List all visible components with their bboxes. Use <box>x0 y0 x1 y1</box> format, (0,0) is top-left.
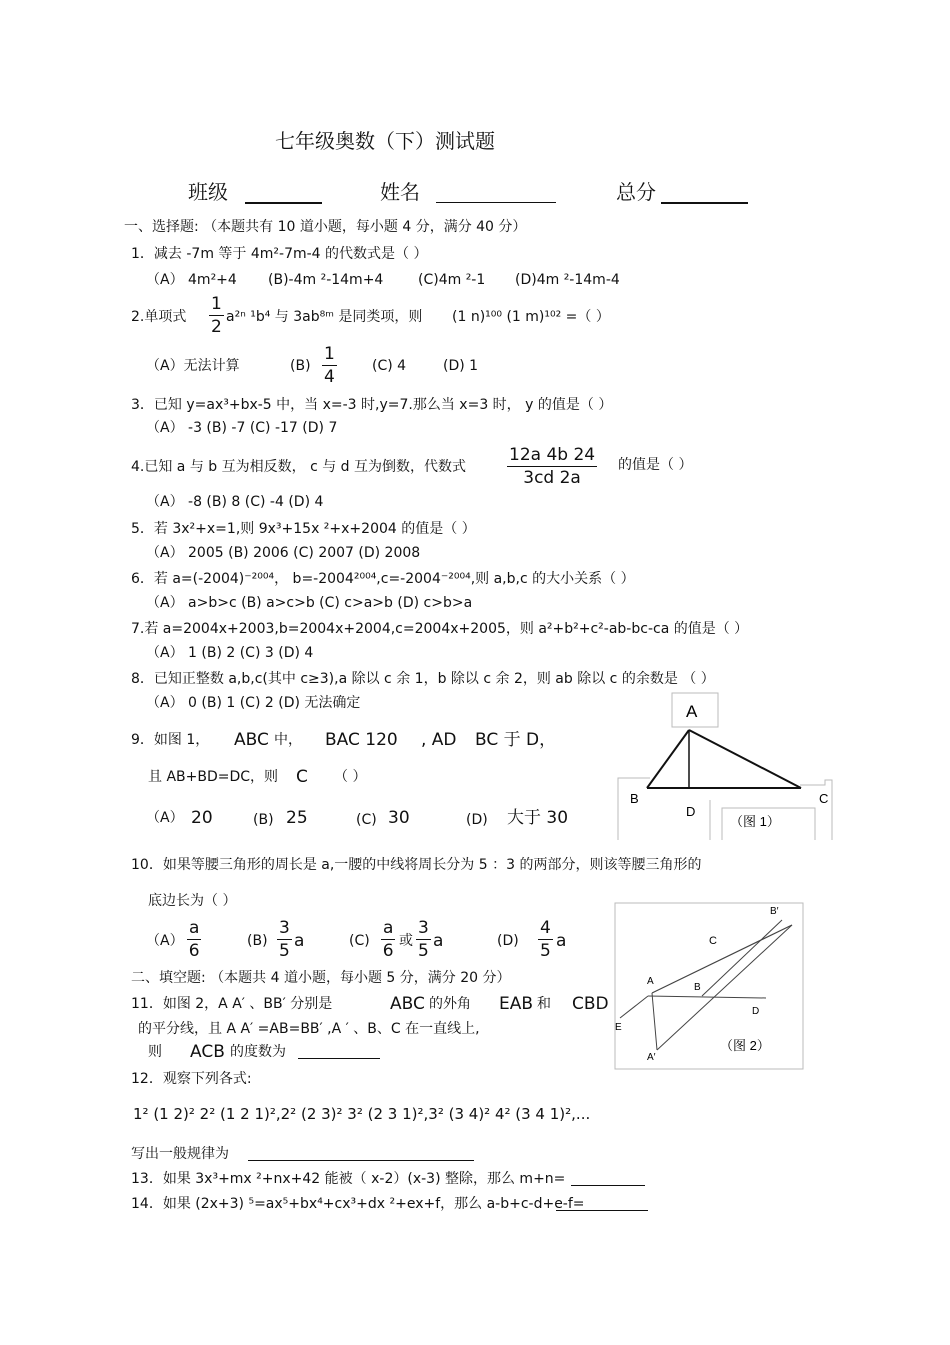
q2-fraction-numerator: 1 <box>211 294 222 314</box>
q1-stem: 1．减去 -7m 等于 4m²-7m-4 的代数式是（ ） <box>131 246 428 262</box>
q9-option-a-value: 20 <box>191 808 213 828</box>
q4-fraction-denominator: 3cd 2a <box>523 468 581 488</box>
q2-option-b-denominator: 4 <box>324 367 335 387</box>
q10-option-c-or: 或 <box>399 933 413 949</box>
q10-b-numerator: 3 <box>279 918 290 938</box>
q2-fraction-denominator: 2 <box>211 317 222 337</box>
q10-line1: 10．如果等腰三角形的周长是 a,一腰的中线将周长分为 5 ：3 的两部分，则该等腰三角形的 <box>131 857 702 873</box>
q9-ad: , AD <box>421 730 457 750</box>
q3-stem: 3．已知 y=ax³+bx-5 中，当 x=-3 时,y=7.那么当 x=3 时， y 的值是（ ） <box>131 397 613 413</box>
q2-option-d: (D) 1 <box>443 358 479 374</box>
q13-stem: 13．如果 3x³+mx ²+nx+42 能被（ x-2）(x-3) 整除，那么 m+n= <box>131 1171 566 1187</box>
q12-rule-label: 写出一般规律为 <box>131 1146 229 1162</box>
q5-options: （A） 2005 (B) 2006 (C) 2007 (D) 2008 <box>146 545 421 561</box>
q2-tail: (1 n)¹⁰⁰ (1 m)¹⁰² =（ ） <box>452 309 610 325</box>
class-label: 班级 <box>188 180 228 204</box>
q10-option-d-tail: a <box>556 931 567 951</box>
q4-prefix: 4.已知 a 与 b 互为相反数， c 与 d 互为倒数，代数式 <box>131 459 467 475</box>
q12-stem: 12．观察下列各式: <box>131 1071 252 1087</box>
q10-c-numerator-1: a <box>383 918 394 938</box>
q10-c-denominator-1: 6 <box>382 941 394 961</box>
q6-options: （A） a>b>c (B) a>c>b (C) c>a>b (D) c>b>a <box>146 595 473 611</box>
fig1-label-a: A <box>686 702 698 721</box>
q9-option-a: （A） <box>146 810 184 826</box>
score-label: 总分 <box>616 180 656 204</box>
q9-option-d: (D) <box>466 812 488 828</box>
line-a2-to-b2 <box>657 925 792 1050</box>
q10-option-a-fraction <box>187 920 201 960</box>
q7-stem: 7.若 a=2004x+2003,b=2004x+2004,c=2004x+2005，则 a²+b²+c²-ab-bc-ca 的值是（ ） <box>131 621 749 637</box>
fig2-label-b2: B′ <box>770 906 779 917</box>
name-blank[interactable] <box>436 184 556 203</box>
q12-answer-blank[interactable] <box>248 1146 474 1161</box>
q4-fraction <box>507 447 597 487</box>
q11-abc: ABC <box>390 994 425 1014</box>
q11-he: 和 <box>537 996 551 1012</box>
q2-option-b-numerator: 1 <box>324 344 335 364</box>
q9-paren: （ ） <box>334 769 367 785</box>
q10-option-d: (D) <box>497 933 519 949</box>
q10-option-c: (C) <box>349 933 370 949</box>
q9-option-b-value: 25 <box>286 808 308 828</box>
score-blank[interactable] <box>661 184 748 204</box>
q1-option-a: （A） 4m²+4 <box>146 272 237 288</box>
q10-c-denominator-2: 5 <box>418 941 429 961</box>
q11-line3b: 的度数为 <box>230 1044 286 1060</box>
q11-line1b: 的外角 <box>429 996 471 1012</box>
q8-stem: 8．已知正整数 a,b,c(其中 c≥3),a 除以 c 余 1，b 除以 c 余 2，则 ab 除以 c 的余数是 （ ） <box>131 671 715 687</box>
q11-line3a: 则 <box>148 1044 162 1060</box>
q10-option-b-tail: a <box>294 931 305 951</box>
q2-option-c: (C) 4 <box>372 358 407 374</box>
line-b-b2 <box>702 920 782 996</box>
q11-eab: EAB <box>499 994 534 1014</box>
q8-options: （A） 0 (B) 1 (C) 2 (D) 无法确定 <box>146 695 361 711</box>
q9-option-c-value: 30 <box>388 808 410 828</box>
q11-answer-blank[interactable] <box>298 1044 380 1059</box>
q3-options: （A） -3 (B) -7 (C) -17 (D) 7 <box>146 420 338 436</box>
q14-stem: 14．如果 (2x+3) ⁵=ax⁵+bx⁴+cx³+dx ²+ex+f，那么 a-b+c-d+e-f= <box>131 1196 585 1212</box>
q9-option-c: (C) <box>356 812 377 828</box>
line-through-b <box>648 996 766 998</box>
q11-line1a: 11．如图 2，A A′ 、BB′ 分别是 <box>131 996 333 1012</box>
figure-1 <box>610 690 840 845</box>
fig2-label-a: A <box>647 976 654 987</box>
fig1-label-c: C <box>819 791 829 806</box>
q9-bac: BAC 120 <box>325 730 398 750</box>
q10-option-a: （A） <box>146 933 184 949</box>
q10-a-numerator: a <box>189 918 200 938</box>
q9-bc: BC 于 D， <box>475 730 557 750</box>
q13-answer-blank[interactable] <box>571 1171 645 1186</box>
fig2-label-c: C <box>709 935 717 947</box>
q14-answer-blank[interactable] <box>556 1196 648 1211</box>
q10-option-c-tail: a <box>433 931 444 951</box>
q1-option-b: (B)-4m ²-14m+4 <box>268 272 384 288</box>
q4-options: （A） -8 (B) 8 (C) -4 (D) 4 <box>146 494 324 510</box>
q12-series: 1² (1 2)² 2² (1 2 1)²,2² (2 3)² 3² (2 3 1)²,3² (3 4)² 4² (3 4 1)²,... <box>133 1105 591 1123</box>
q10-b-denominator: 5 <box>279 941 290 961</box>
q10-option-b-fraction <box>277 920 292 960</box>
fig2-label-a2: A′ <box>647 1052 656 1063</box>
section-2-heading: 二、填空题: （本题共 4 道小题，每小题 5 分，满分 20 分） <box>131 970 511 986</box>
q9-option-b: (B) <box>253 812 274 828</box>
q1-option-d: (D)4m ²-14m-4 <box>515 272 620 288</box>
section-1-heading: 一、选择题: （本题共有 10 道小题，每小题 4 分，满分 40 分） <box>124 219 527 235</box>
q9-option-d-value: 大于 30 <box>507 808 569 828</box>
q10-option-c-fraction-2 <box>416 920 431 960</box>
q4-fraction-numerator: 12a 4b 24 <box>509 445 596 465</box>
q11-acb: ACB <box>190 1042 225 1062</box>
line-a-a2 <box>652 993 657 1050</box>
line-ed <box>620 996 648 1018</box>
segment-ac <box>689 730 801 788</box>
q2-option-a: （A）无法计算 <box>146 358 240 374</box>
q4-suffix: 的值是（ ） <box>618 457 693 473</box>
q2-fraction <box>209 296 224 336</box>
q11-line2: 的平分线，且 A A′ =AB=BB′ ,A ′ 、B、C 在一直线上, <box>138 1021 480 1037</box>
line-aa-to-b2 <box>652 925 792 993</box>
q2-prefix: 2.单项式 <box>131 309 187 325</box>
page-title: 七年级奥数（下）测试题 <box>275 129 495 153</box>
q9-line1: 9．如图 1， <box>131 732 210 748</box>
q10-option-c-fraction-1 <box>381 920 395 960</box>
class-blank[interactable] <box>245 184 322 204</box>
q9-line2: 且 AB+BD=DC，则 <box>148 769 279 785</box>
fig1-label-b: B <box>630 791 639 806</box>
q2-option-b: (B) <box>290 358 311 374</box>
q10-a-denominator: 6 <box>188 941 200 961</box>
segment-ab <box>647 730 689 788</box>
q9-abc: ABC <box>234 730 269 750</box>
q2-option-b-fraction <box>322 346 337 386</box>
fig2-caption: （图 2） <box>720 1038 770 1053</box>
q6-stem: 6．若 a=(-2004)⁻²⁰⁰⁴， b=-2004²⁰⁰⁴,c=-2004⁻²⁰⁰⁴,则 a,b,c 的大小关系（ ） <box>131 571 635 587</box>
q10-c-numerator-2: 3 <box>418 918 429 938</box>
q7-options: （A） 1 (B) 2 (C) 3 (D) 4 <box>146 645 314 661</box>
q5-stem: 5．若 3x²+x=1,则 9x³+15x ²+x+2004 的值是（ ） <box>131 521 476 537</box>
figure-2 <box>612 900 807 1072</box>
q11-cbd: CBD <box>572 994 609 1014</box>
q10-d-numerator: 4 <box>540 918 551 938</box>
q10-option-b: (B) <box>247 933 268 949</box>
q1-option-c: (C)4m ²-1 <box>418 272 486 288</box>
q9-angle-c: C <box>296 767 308 787</box>
q9-zhong: 中， <box>274 732 302 748</box>
fig2-label-e: E <box>615 1022 622 1033</box>
fig1-caption: （图 1） <box>730 814 780 829</box>
q10-d-denominator: 5 <box>540 941 551 961</box>
name-label: 姓名 <box>380 180 420 204</box>
q2-expression: a²ⁿ ¹b⁴ 与 3ab⁸ᵐ 是同类项，则 <box>226 309 423 325</box>
q10-line2: 底边长为（ ） <box>148 893 237 909</box>
fig2-label-d: D <box>752 1006 760 1017</box>
q10-option-d-fraction <box>538 920 553 960</box>
fig1-label-d: D <box>686 804 696 819</box>
fig2-label-b: B <box>694 982 701 993</box>
